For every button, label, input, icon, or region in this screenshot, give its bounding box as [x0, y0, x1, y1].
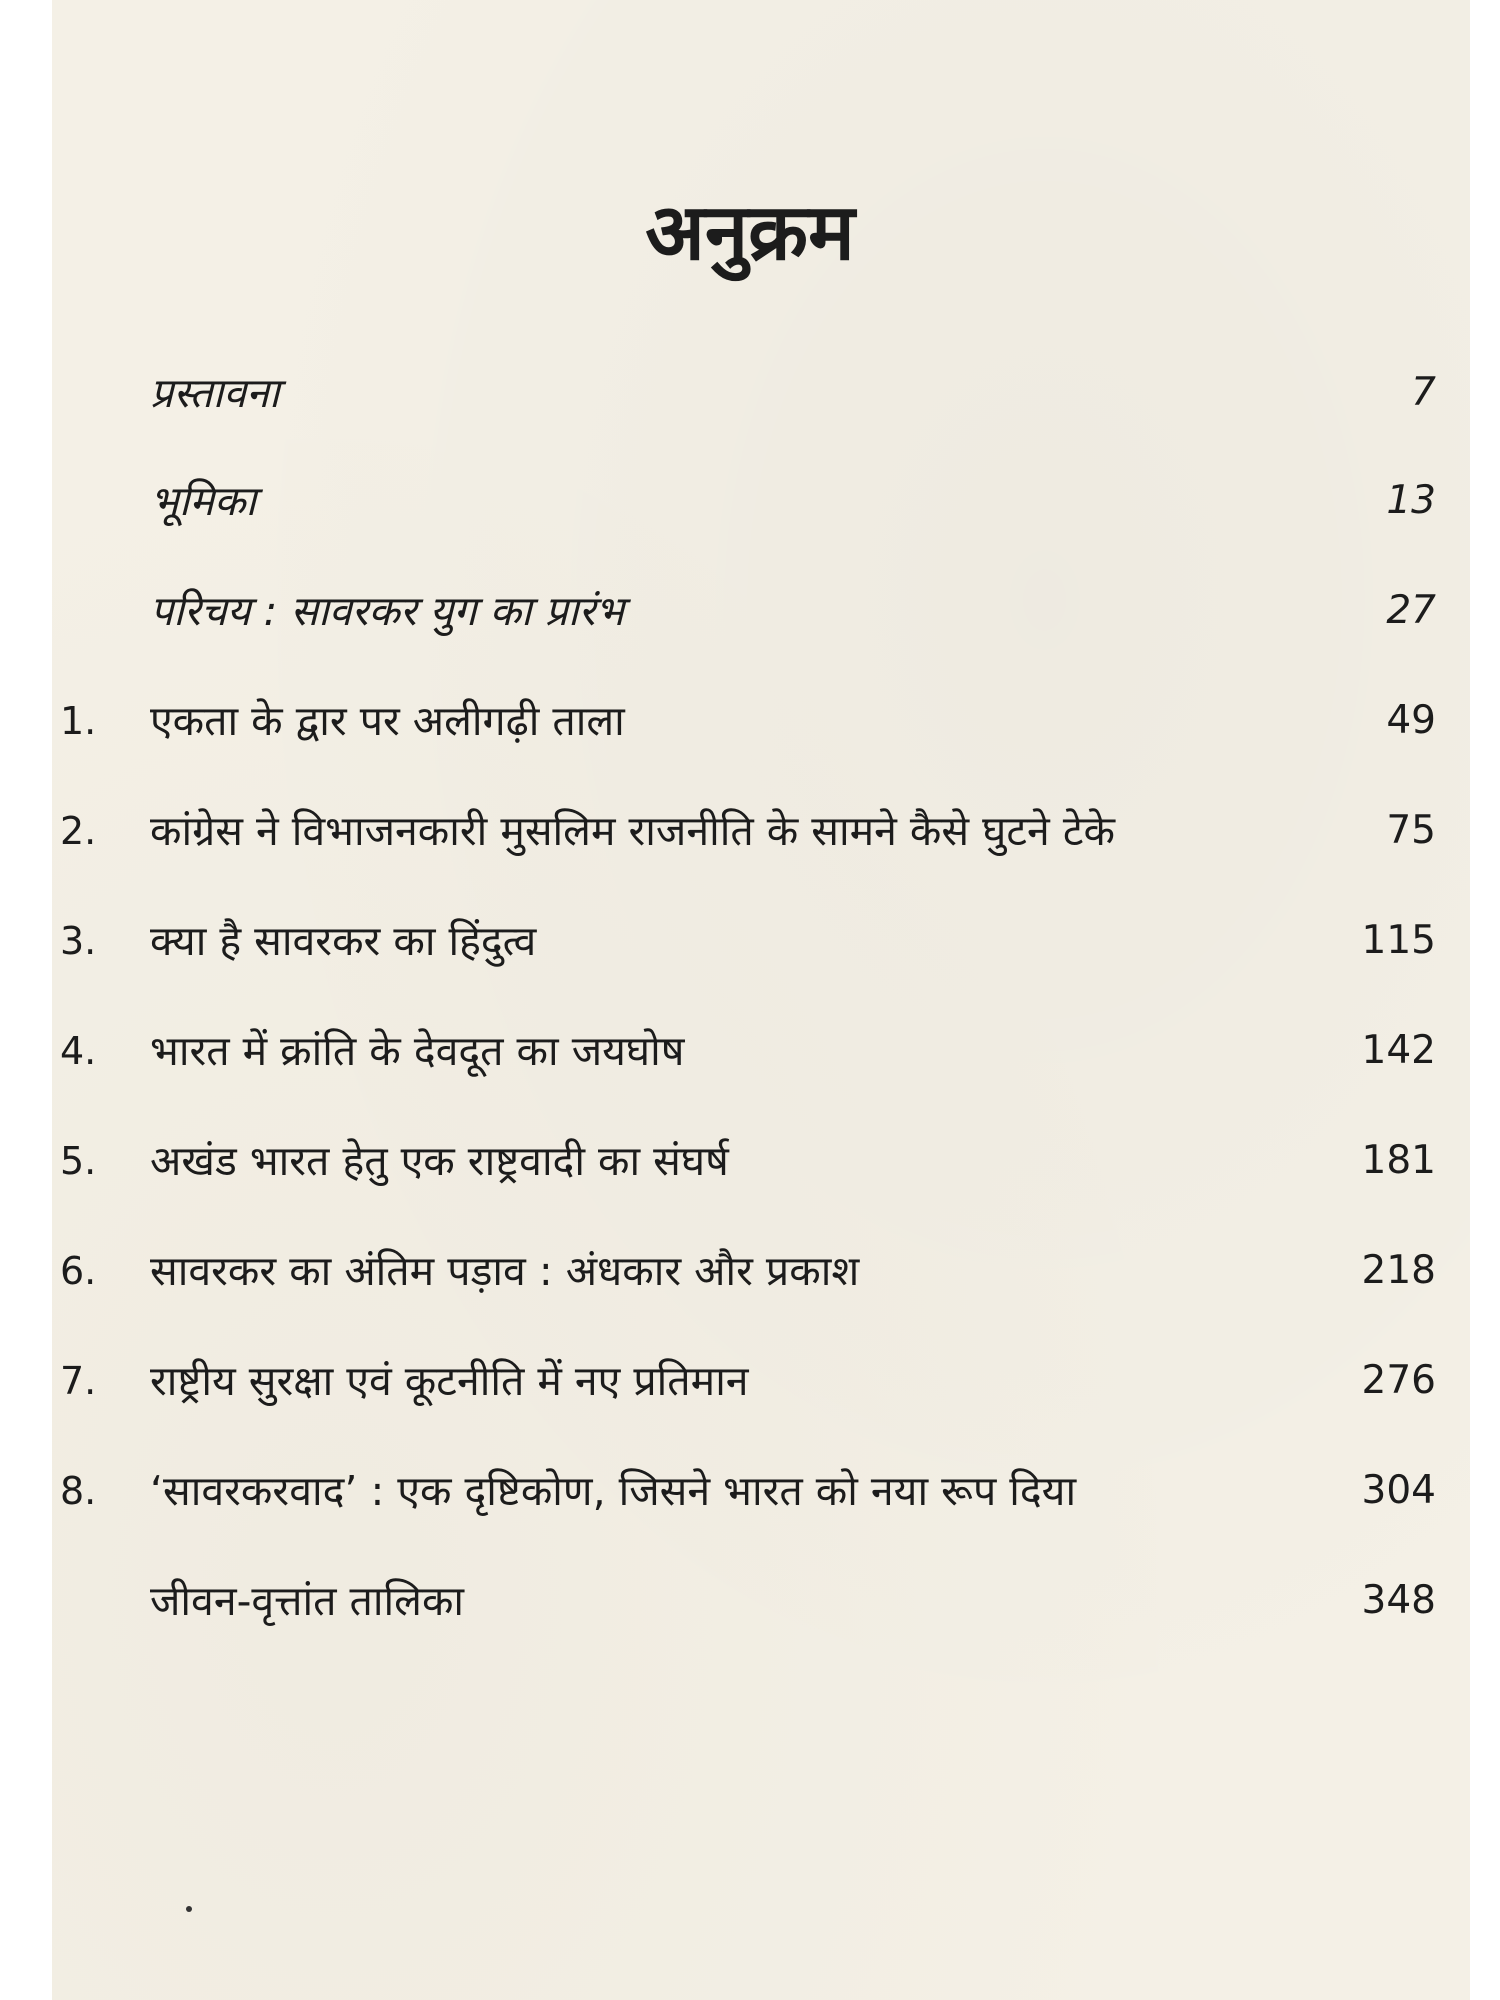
toc-entry-chronology [0, 1566, 1500, 1636]
toc-entry-page: 75 [1386, 808, 1436, 853]
toc-entry-number: 4. [60, 1029, 97, 1073]
toc-entry-number [60, 358, 130, 428]
toc-entry-chapter-6 [0, 1236, 1500, 1306]
toc-entry-page: 276 [1361, 1358, 1436, 1403]
toc-entry-chapter-4 [0, 1016, 1500, 1086]
toc-entry-title: जीवन-वृत्तांत तालिका [150, 1577, 465, 1625]
toc-entry-chapter-5 [0, 1126, 1500, 1196]
toc-entry-chapter-8 [0, 1456, 1500, 1526]
toc-entry-title: क्या है सावरकर का हिंदुत्व [150, 917, 537, 965]
toc-entry-number [60, 576, 130, 646]
toc-entry-number: 3. [60, 919, 97, 963]
toc-entry-page: 348 [1361, 1578, 1436, 1623]
toc-entry-page: 218 [1361, 1248, 1436, 1293]
toc-entry-chapter-1 [0, 686, 1500, 756]
toc-entry-introduction [0, 466, 1500, 536]
toc-entry-chapter-2 [0, 796, 1500, 866]
toc-entry-title: एकता के द्वार पर अलीगढ़ी ताला [150, 697, 625, 745]
toc-entry-number: 5. [60, 1139, 97, 1183]
toc-entry-page: 13 [1386, 478, 1436, 523]
toc-entry-title: भूमिका [150, 477, 257, 525]
toc-entry-prologue [0, 576, 1500, 646]
toc-entry-number: 7. [60, 1359, 97, 1403]
toc-entry-page: 7 [1411, 370, 1436, 415]
contents-heading: अनुक्रम [645, 188, 855, 278]
toc-entry-page: 142 [1361, 1028, 1436, 1073]
toc-entry-number [60, 1566, 130, 1636]
toc-entry-title: राष्ट्रीय सुरक्षा एवं कूटनीति में नए प्रतिमान [150, 1357, 749, 1405]
toc-entry-number: 1. [60, 699, 97, 743]
toc-entry-preface [0, 358, 1500, 428]
toc-entry-page: 27 [1386, 588, 1436, 633]
ink-speck [186, 1906, 192, 1912]
toc-entry-page: 115 [1361, 918, 1436, 963]
toc-entry-chapter-3 [0, 906, 1500, 976]
toc-entry-number: 6. [60, 1249, 97, 1293]
toc-entry-title: प्रस्तावना [150, 369, 280, 417]
toc-entry-number: 2. [60, 809, 97, 853]
toc-entry-page: 49 [1386, 698, 1436, 743]
toc-entry-title: भारत में क्रांति के देवदूत का जयघोष [150, 1027, 685, 1075]
toc-entry-title: कांग्रेस ने विभाजनकारी मुसलिम राजनीति के सामने कैसे घुटने टेके [150, 807, 1115, 855]
toc-entry-title: परिचय : सावरकर युग का प्रारंभ [150, 587, 625, 635]
toc-entry-chapter-7 [0, 1346, 1500, 1416]
toc-entry-number: 8. [60, 1469, 97, 1513]
toc-entry-page: 181 [1361, 1138, 1436, 1183]
toc-entry-number [60, 466, 130, 536]
toc-entry-title: सावरकर का अंतिम पड़ाव : अंधकार और प्रकाश [150, 1247, 860, 1295]
toc-entry-page: 304 [1361, 1468, 1436, 1513]
toc-entry-title: अखंड भारत हेतु एक राष्ट्रवादी का संघर्ष [150, 1137, 729, 1185]
toc-entry-title: ‘सावरकरवाद’ : एक दृष्टिकोण, जिसने भारत को नया रूप दिया [150, 1467, 1077, 1515]
